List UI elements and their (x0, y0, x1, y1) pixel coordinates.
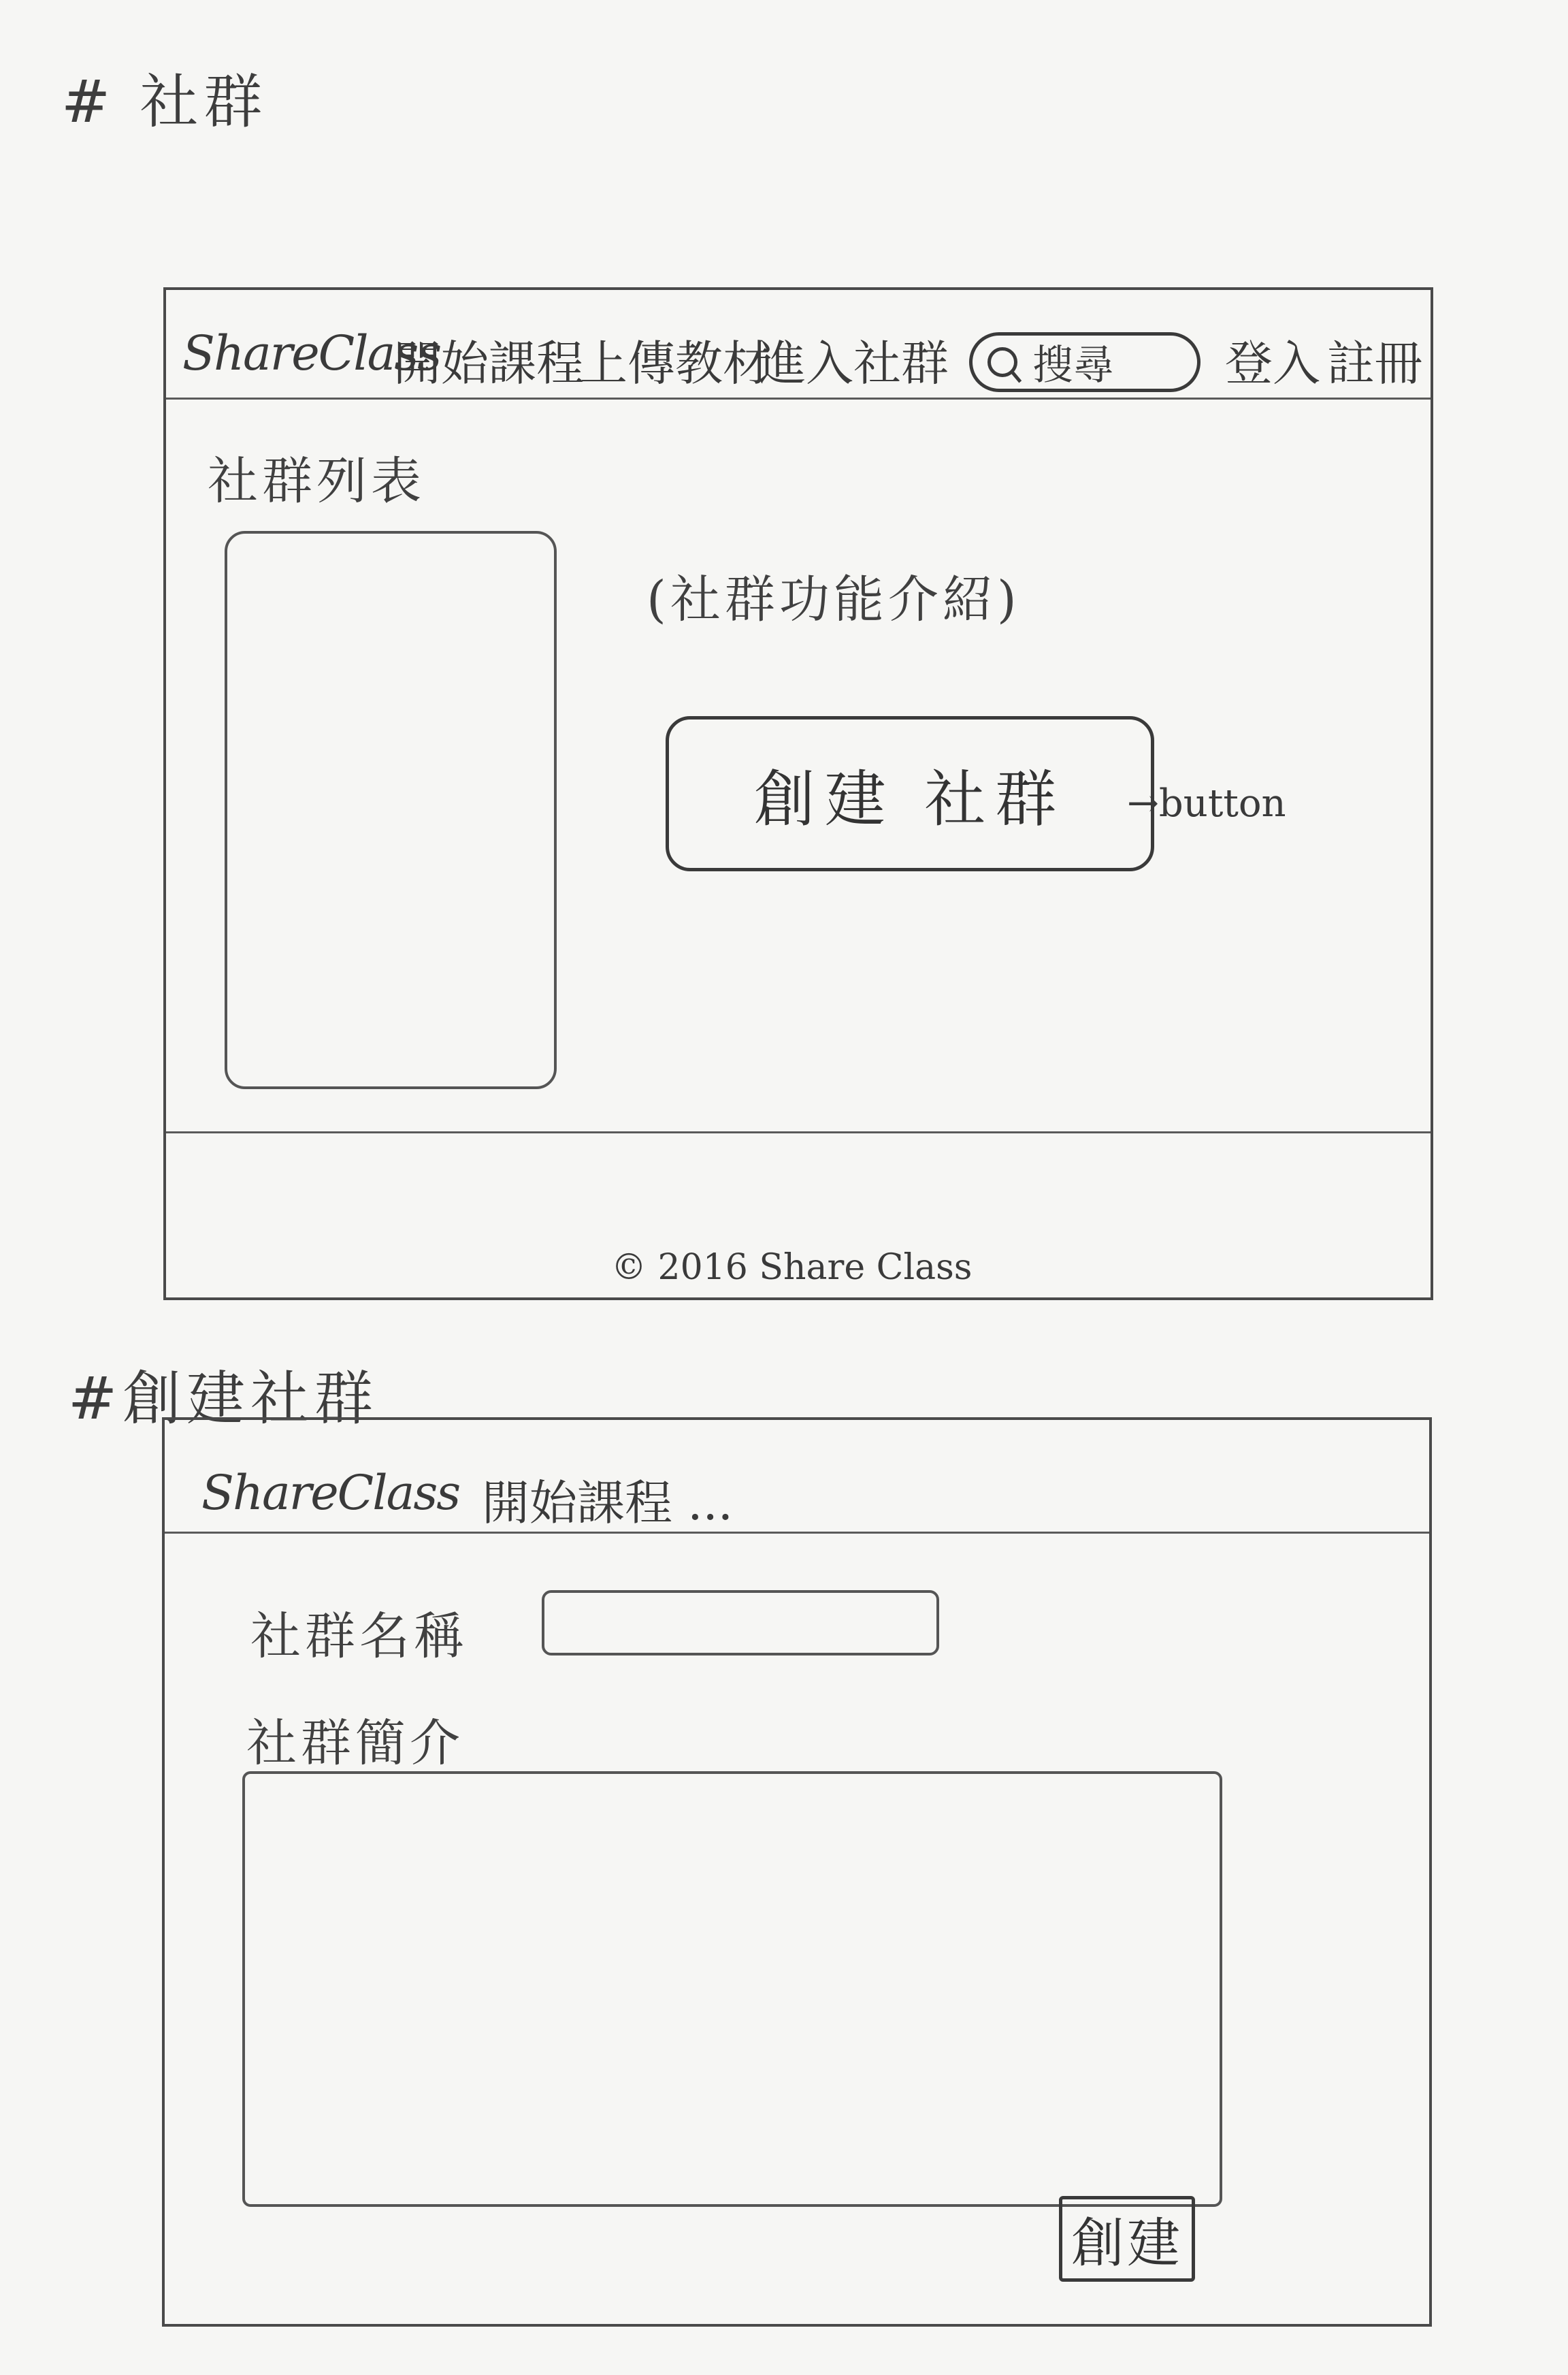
nav-item-enter-community[interactable]: 進入社群 (758, 336, 949, 391)
nav-divider (166, 398, 1431, 400)
community-name-input[interactable] (542, 1590, 939, 1655)
section-heading-create-community: #創建社群 (68, 1365, 379, 1433)
nav-item-upload-material[interactable]: 上傳教材 (580, 336, 770, 391)
footer-copyright: © 2016 Share Class (611, 1247, 973, 1288)
login-link[interactable]: 登入 (1225, 336, 1320, 391)
create-community-button[interactable]: 創建 社群 (666, 716, 1154, 871)
register-link[interactable]: 註冊 (1327, 336, 1422, 391)
search-input[interactable] (969, 332, 1200, 392)
search-label: 搜尋 (1032, 342, 1114, 389)
community-description-label: 社群簡介 (246, 1714, 464, 1773)
nav-truncated: 開始課程 ... (482, 1475, 734, 1531)
community-intro-text: (社群功能介紹) (647, 570, 1021, 629)
create-submit-button[interactable]: 創建 (1059, 2196, 1195, 2282)
community-list-panel[interactable] (225, 531, 557, 1089)
logo[interactable]: ShareClass (182, 325, 441, 381)
button-annotation: →button (1127, 781, 1286, 826)
community-list-label: 社群列表 (208, 452, 425, 511)
section-heading-community: # 社群 (61, 68, 268, 136)
community-name-label: 社群名稱 (250, 1607, 468, 1666)
nav-item-start-course[interactable]: 開始課程 (393, 336, 584, 391)
logo-2[interactable]: ShareClass (201, 1465, 460, 1521)
nav-divider-2 (165, 1532, 1429, 1534)
community-description-textarea[interactable] (242, 1771, 1222, 2207)
search-icon (987, 347, 1017, 377)
footer-divider (166, 1131, 1431, 1133)
